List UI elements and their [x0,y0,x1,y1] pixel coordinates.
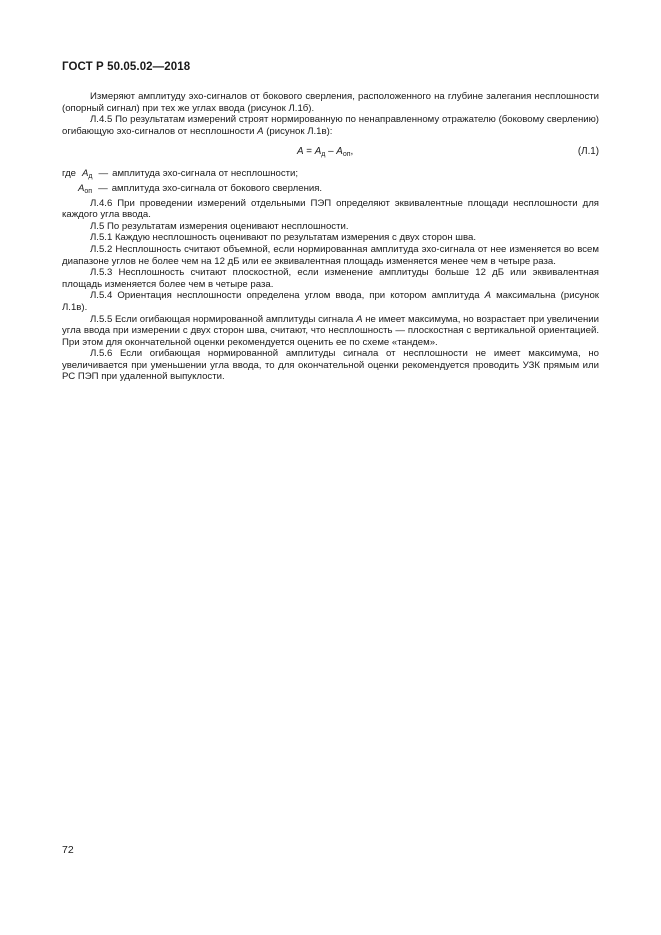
legend-dash: — [98,182,108,194]
paragraph [62,91,599,114]
paragraph-text: Л.5 По результатам измерения оценивают несплошности. [90,220,349,232]
legend-dash: — [98,168,109,180]
formula-expression [297,146,353,161]
legend-symbol-subscript: д [88,173,93,181]
formula-subscript: д [321,151,326,159]
symbol-a: А [356,313,363,325]
legend-text: амплитуда эхо-сигнала от несплошности; [112,168,299,180]
formula-number: (Л.1) [577,146,599,158]
paragraph-l-5-6 [62,348,599,383]
formula-symbol: А [297,146,304,158]
legend-symbol-letter: А [78,182,85,194]
symbol-a: А [257,125,264,137]
paragraph-l-5-4 [62,290,599,313]
paragraph-text: Л.4.5 По результатам измерений строят нормированную по ненаправленному отражателю (боковому сверлению) огибающую эхо-сигналов от несплошности [62,114,599,137]
legend-symbol [78,183,92,198]
paragraph-text: Л.5.1 Каждую несплошность оценивают по результатам измерения с двух сторон шва. [90,232,476,244]
legend-symbol-letter: А [82,168,89,180]
formula-punctuation: , [350,146,354,158]
symbol-a: А [484,290,492,302]
paragraph-l-4-5 [62,114,599,137]
formula-l-1 [62,140,599,166]
legend-symbol [82,168,93,183]
paragraph-l-5-5 [62,314,599,349]
legend-symbol-subscript: оп [84,187,93,195]
paragraph-text: Л.5.4 Ориентация несплошности определена углом ввода, при котором амплитуда [90,290,485,302]
formula-symbol: А [314,146,322,158]
legend-label: где [62,168,77,180]
formula-operator: – [325,146,337,158]
document-header: ГОСТ Р 50.05.02—2018 [62,61,191,73]
paragraph-text: Л.5.2 Несплошность считают объемной, если нормированная амплитуда эхо-сигнала от нее изменяется во всем диапазоне углов не более чем на 12 дБ или ее эквивалентная площадь изменяется менее чем в четыре раза. [62,243,599,267]
formula-subscript: оп [342,151,351,159]
paragraph-text: Л.5.3 Несплошность считают плоскостной, если изменение амплитуды больше 12 дБ или эквивалентная площадь изменяется более чем в четыре раза. [62,267,599,290]
legend-row [62,168,599,183]
paragraph-text: Измеряют амплитуду эхо-сигналов от бокового сверления, расположенного на глубине залегания несплошности (опорный сигнал) при тех же углах ввода (рисунок Л.1б). [62,91,599,114]
paragraph-l-5-3 [62,267,599,290]
paragraph-text: Л.4.6 При проведении измерений отдельными ПЭП определяют эквивалентные площади несплошности для каждого угла ввода. [62,197,599,221]
paragraph-l-5-2 [62,244,599,267]
paragraph-text: не имеет максимума, но возрастает при увеличении угла ввода при измерении с двух сторон шва, считают, что несплошность — плоскостная с вертикальной ориентацией. При этом для окончательной оценки рекомендуется оценить ее по схеме «тандем». [62,313,600,348]
legend-text: амплитуда эхо-сигнала от бокового сверления. [111,182,323,194]
paragraph-text: Л.5.6 Если огибающая нормированной амплитуды сигнала от несплошности не имеет максимума, но увеличивается при уменьшении угла ввода, то для окончательной оценки рекомендуется проводить УЗК прямым или РС ПЭП при удаленной выпуклости. [62,348,599,383]
paragraph-l-5-1 [62,232,599,244]
paragraph-text: Л.5.5 Если огибающая нормированной амплитуды сигнала [90,313,357,325]
formula-legend [62,168,599,197]
formula-operator: = [303,146,315,158]
formula-symbol: А [336,146,343,158]
paragraph-text: максимальна (рисунок Л.1в). [62,290,599,313]
page-number: 72 [62,844,74,856]
legend-row [62,183,599,198]
paragraph-text: (рисунок Л.1в): [263,125,333,137]
document-body [62,91,599,383]
paragraph-l-5 [62,221,599,233]
paragraph-l-4-6 [62,198,599,221]
